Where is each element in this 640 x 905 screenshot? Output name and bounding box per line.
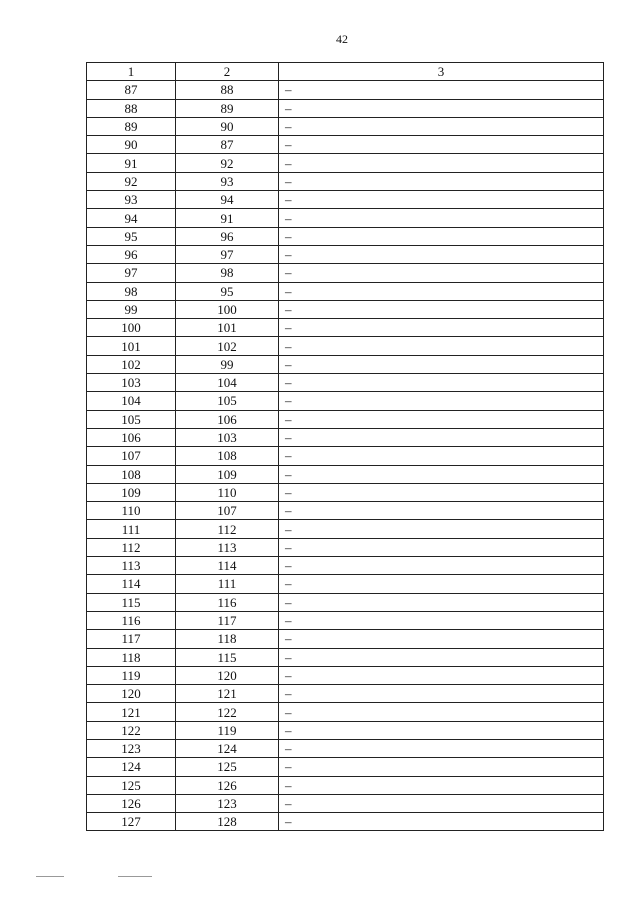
table-cell-col3: – — [279, 428, 604, 446]
table-cell-col2: 110 — [176, 483, 279, 501]
table-cell-col2: 108 — [176, 447, 279, 465]
table-cell-col3: – — [279, 721, 604, 739]
table-cell-col1: 95 — [87, 227, 176, 245]
table-row — [87, 191, 604, 209]
table-row — [87, 392, 604, 410]
table-cell-col1: 99 — [87, 300, 176, 318]
table-cell-col1: 120 — [87, 685, 176, 703]
table-cell-col3: – — [279, 520, 604, 538]
table-body — [87, 81, 604, 831]
table-cell-col3: – — [279, 685, 604, 703]
table-cell-col1: 94 — [87, 209, 176, 227]
table-row — [87, 245, 604, 263]
table-cell-col3: – — [279, 483, 604, 501]
table-row — [87, 447, 604, 465]
table-cell-col2: 116 — [176, 593, 279, 611]
table-cell-col1: 122 — [87, 721, 176, 739]
footer-scan-marks — [36, 876, 156, 880]
table-row — [87, 209, 604, 227]
table-row — [87, 685, 604, 703]
table-cell-col2: 97 — [176, 245, 279, 263]
table-cell-col3: – — [279, 447, 604, 465]
table-cell-col1: 88 — [87, 99, 176, 117]
table-row — [87, 282, 604, 300]
table-cell-col3: – — [279, 227, 604, 245]
table-cell-col2: 122 — [176, 703, 279, 721]
table-cell-col2: 112 — [176, 520, 279, 538]
table-cell-col1: 113 — [87, 557, 176, 575]
table-row — [87, 172, 604, 190]
table-cell-col3: – — [279, 264, 604, 282]
table-cell-col3: – — [279, 611, 604, 629]
table-cell-col3: – — [279, 465, 604, 483]
table-cell-col1: 118 — [87, 648, 176, 666]
table-row — [87, 99, 604, 117]
table-cell-col2: 123 — [176, 794, 279, 812]
table-cell-col3: – — [279, 593, 604, 611]
table-cell-col2: 111 — [176, 575, 279, 593]
table-row — [87, 502, 604, 520]
table-row — [87, 319, 604, 337]
table-row — [87, 721, 604, 739]
table-cell-col2: 98 — [176, 264, 279, 282]
table-cell-col2: 106 — [176, 410, 279, 428]
table-cell-col3: – — [279, 502, 604, 520]
table-cell-col3: – — [279, 557, 604, 575]
table-cell-col2: 115 — [176, 648, 279, 666]
table-cell-col2: 113 — [176, 538, 279, 556]
table-cell-col3: – — [279, 392, 604, 410]
table-row — [87, 227, 604, 245]
table-row — [87, 538, 604, 556]
table-cell-col3: – — [279, 739, 604, 757]
table-row — [87, 465, 604, 483]
table-cell-col1: 109 — [87, 483, 176, 501]
table-row — [87, 648, 604, 666]
table-cell-col1: 127 — [87, 813, 176, 831]
table-cell-col3: – — [279, 337, 604, 355]
table-row — [87, 611, 604, 629]
table-cell-col1: 126 — [87, 794, 176, 812]
table-cell-col3: – — [279, 81, 604, 99]
table-cell-col2: 126 — [176, 776, 279, 794]
table-cell-col1: 91 — [87, 154, 176, 172]
table-cell-col2: 103 — [176, 428, 279, 446]
table-cell-col2: 88 — [176, 81, 279, 99]
table-row — [87, 337, 604, 355]
table-cell-col2: 120 — [176, 666, 279, 684]
table-cell-col3: – — [279, 776, 604, 794]
column-header-3: 3 — [279, 63, 604, 81]
table-cell-col1: 104 — [87, 392, 176, 410]
table-cell-col2: 109 — [176, 465, 279, 483]
table-cell-col2: 118 — [176, 630, 279, 648]
table-cell-col2: 93 — [176, 172, 279, 190]
table-cell-col1: 87 — [87, 81, 176, 99]
table-row — [87, 593, 604, 611]
table-cell-col2: 119 — [176, 721, 279, 739]
table-cell-col3: – — [279, 136, 604, 154]
table-cell-col1: 111 — [87, 520, 176, 538]
table-cell-col3: – — [279, 319, 604, 337]
table-cell-col1: 117 — [87, 630, 176, 648]
table-cell-col1: 121 — [87, 703, 176, 721]
table-cell-col1: 116 — [87, 611, 176, 629]
table-cell-col3: – — [279, 245, 604, 263]
table-row — [87, 557, 604, 575]
table-row — [87, 154, 604, 172]
table-cell-col3: – — [279, 191, 604, 209]
table-cell-col2: 101 — [176, 319, 279, 337]
table-cell-col3: – — [279, 172, 604, 190]
table-row — [87, 264, 604, 282]
table-row — [87, 81, 604, 99]
table-cell-col1: 106 — [87, 428, 176, 446]
table-cell-col1: 114 — [87, 575, 176, 593]
table-cell-col2: 107 — [176, 502, 279, 520]
table-row — [87, 739, 604, 757]
table-cell-col3: – — [279, 575, 604, 593]
table-row — [87, 813, 604, 831]
table-row — [87, 575, 604, 593]
data-table — [86, 62, 604, 831]
table-cell-col1: 115 — [87, 593, 176, 611]
table-cell-col2: 95 — [176, 282, 279, 300]
table-cell-col2: 92 — [176, 154, 279, 172]
table-cell-col3: – — [279, 355, 604, 373]
table-cell-col3: – — [279, 282, 604, 300]
table-cell-col1: 97 — [87, 264, 176, 282]
table-cell-col2: 104 — [176, 374, 279, 392]
table-cell-col3: – — [279, 813, 604, 831]
table-cell-col3: – — [279, 666, 604, 684]
table-cell-col2: 90 — [176, 117, 279, 135]
table-cell-col3: – — [279, 538, 604, 556]
table-cell-col2: 100 — [176, 300, 279, 318]
table-row — [87, 117, 604, 135]
table-cell-col2: 99 — [176, 355, 279, 373]
table-row — [87, 758, 604, 776]
table-row — [87, 300, 604, 318]
table-cell-col1: 124 — [87, 758, 176, 776]
table-cell-col2: 91 — [176, 209, 279, 227]
table-cell-col3: – — [279, 374, 604, 392]
table-cell-col1: 103 — [87, 374, 176, 392]
table-cell-col2: 128 — [176, 813, 279, 831]
table-cell-col1: 90 — [87, 136, 176, 154]
table-row — [87, 483, 604, 501]
table-cell-col3: – — [279, 154, 604, 172]
column-header-1: 1 — [87, 63, 176, 81]
table-cell-col3: – — [279, 794, 604, 812]
table-cell-col2: 94 — [176, 191, 279, 209]
table-cell-col2: 89 — [176, 99, 279, 117]
table-cell-col2: 87 — [176, 136, 279, 154]
table-row — [87, 428, 604, 446]
table-cell-col3: – — [279, 99, 604, 117]
table-cell-col2: 121 — [176, 685, 279, 703]
table-cell-col1: 98 — [87, 282, 176, 300]
table-cell-col3: – — [279, 630, 604, 648]
table-row — [87, 776, 604, 794]
table-cell-col3: – — [279, 648, 604, 666]
table-cell-col1: 89 — [87, 117, 176, 135]
table-cell-col3: – — [279, 703, 604, 721]
table-cell-col3: – — [279, 209, 604, 227]
table-cell-col3: – — [279, 300, 604, 318]
table-cell-col1: 110 — [87, 502, 176, 520]
table-cell-col1: 107 — [87, 447, 176, 465]
table-cell-col1: 101 — [87, 337, 176, 355]
table-row — [87, 630, 604, 648]
table-cell-col2: 105 — [176, 392, 279, 410]
table-cell-col1: 100 — [87, 319, 176, 337]
table-cell-col2: 124 — [176, 739, 279, 757]
table-cell-col3: – — [279, 410, 604, 428]
table-cell-col2: 102 — [176, 337, 279, 355]
table-cell-col2: 117 — [176, 611, 279, 629]
table-row — [87, 703, 604, 721]
table-cell-col1: 92 — [87, 172, 176, 190]
table-cell-col2: 114 — [176, 557, 279, 575]
table-cell-col3: – — [279, 117, 604, 135]
table-row — [87, 666, 604, 684]
table-cell-col1: 119 — [87, 666, 176, 684]
table-header-row — [87, 63, 604, 81]
table-row — [87, 136, 604, 154]
table-cell-col1: 123 — [87, 739, 176, 757]
column-header-2: 2 — [176, 63, 279, 81]
table-cell-col3: – — [279, 758, 604, 776]
page-number: 42 — [336, 32, 348, 46]
table-cell-col2: 125 — [176, 758, 279, 776]
table-row — [87, 520, 604, 538]
table-cell-col1: 102 — [87, 355, 176, 373]
table-cell-col1: 105 — [87, 410, 176, 428]
table-row — [87, 794, 604, 812]
table-row — [87, 410, 604, 428]
table-cell-col2: 96 — [176, 227, 279, 245]
table-cell-col1: 96 — [87, 245, 176, 263]
table-cell-col1: 125 — [87, 776, 176, 794]
table-cell-col1: 93 — [87, 191, 176, 209]
table-cell-col1: 112 — [87, 538, 176, 556]
table-row — [87, 374, 604, 392]
table-row — [87, 355, 604, 373]
table-cell-col1: 108 — [87, 465, 176, 483]
